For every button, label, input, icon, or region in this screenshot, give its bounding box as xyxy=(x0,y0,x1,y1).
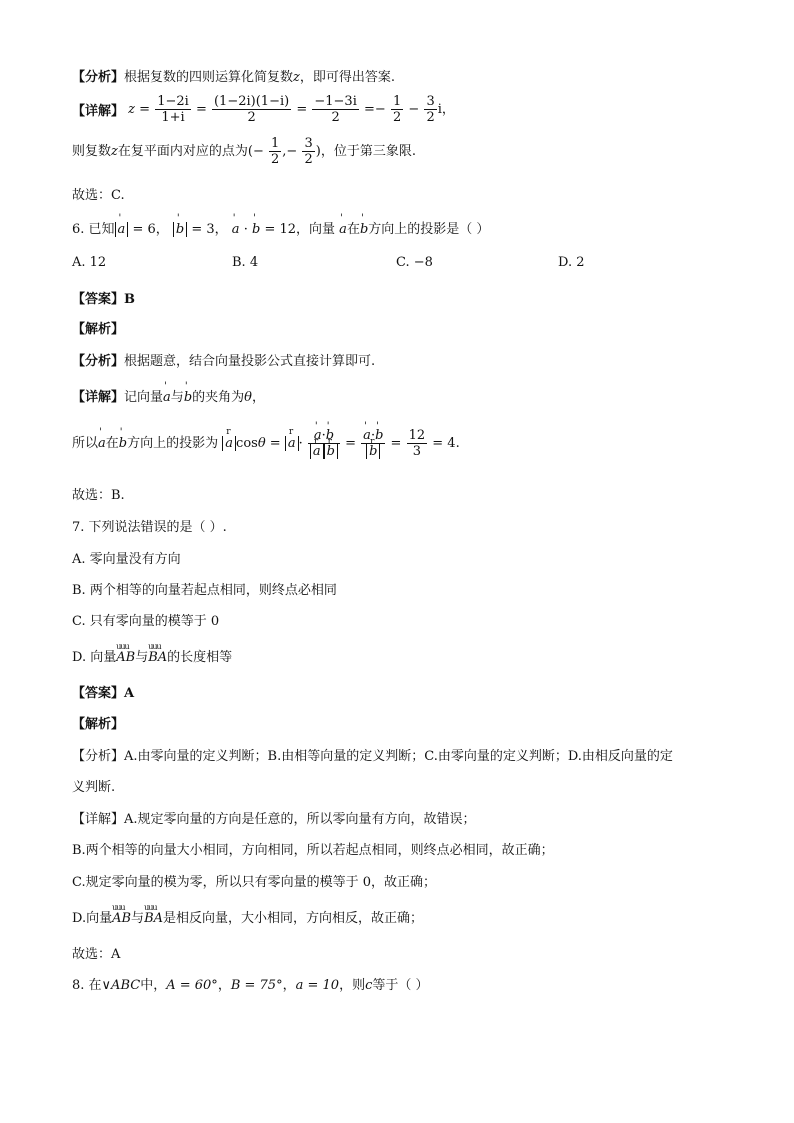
q7-solution-d: D.向量uuu AB与uuu BA是相反向量，大小相同，方向相反，故正确； xyxy=(72,907,423,926)
q6-answer: 【答案】B xyxy=(72,292,135,307)
q7-jiexi: 【解析】 xyxy=(72,717,125,732)
q7-solution-b: B.两个相等的向量大小相同，方向相同，所以若起点相同，则终点必相同，故正确； xyxy=(72,843,554,858)
q7-analysis-1: 【分析】A.由零向量的定义判断；B.由相等向量的定义判断；C.由零向量的定义判断；D.由相反向量的定 xyxy=(72,749,673,764)
q7-solution-a: 【详解】A.规定零向量的方向是任意的，所以零向量有方向，故错误； xyxy=(72,812,476,827)
q7-option-d: D. 向量uuu AB与uuu BA的长度相等 xyxy=(72,646,232,665)
solution-line-q5: 【详解】 z = $\frac{1-2i}{1+i}$ = $\frac{(1-2i)(1-i)}{2}$ = $\frac{-1-3i}{2}$ =− $\frac{1}{2}$ − $\frac{3}{2}$ i， xyxy=(72,94,455,125)
q6-option-b: B. 4 xyxy=(232,255,259,270)
q6-option-a: A. 12 xyxy=(72,255,107,270)
q6-jiexi: 【解析】 xyxy=(72,322,125,337)
question-7: 7. 下列说法错误的是（ ）. xyxy=(72,520,227,535)
q6-projection-calc: 所以' a在' b方向上的投影为 r a cosθ = r a · ' a·' b r ar b = ' a·' b r b = $\frac{12}{3}$ = 4. xyxy=(72,428,460,459)
select-line-q5: 故选：C. xyxy=(72,188,125,203)
q7-answer: 【答案】A xyxy=(72,686,135,701)
q7-option-c: C. 只有零向量的模等于 0 xyxy=(72,614,220,629)
question-8: 8. 在∨ABC中，A = 60°，B = 75°，a = 10，则c等于（ ） xyxy=(72,978,429,993)
point-line-q5: 则复数z在复平面内对应的点为(− $\frac{1}{2}$ ,− $\frac{3}{2}$ )，位于第三象限. xyxy=(72,136,416,167)
q6-options xyxy=(72,255,712,273)
q6-option-c: C. −8 xyxy=(396,255,433,270)
analysis-line-q5: 【分析】根据复数的四则运算化简复数z，即可得出答案. xyxy=(72,70,396,85)
q7-option-a: A. 零向量没有方向 xyxy=(72,552,181,567)
q7-option-b: B. 两个相等的向量若起点相同，则终点必相同 xyxy=(72,583,337,598)
q6-solution: 【详解】记向量' a与' b的夹角为θ， xyxy=(72,386,265,405)
q7-select: 故选：A xyxy=(72,947,121,962)
q6-option-d: D. 2 xyxy=(558,255,585,270)
q7-analysis-2: 义判断. xyxy=(72,780,116,795)
q6-analysis: 【分析】根据题意，结合向量投影公式直接计算即可. xyxy=(72,354,376,369)
question-6: 6. 已知' a = 6， ' b = 3， ' a · ' b = 12，向量 ' a在' b方向上的投影是（ ） xyxy=(72,218,489,237)
q7-solution-c: C.规定零向量的模为零，所以只有零向量的模等于 0，故正确； xyxy=(72,875,437,890)
q6-select: 故选：B. xyxy=(72,488,125,503)
